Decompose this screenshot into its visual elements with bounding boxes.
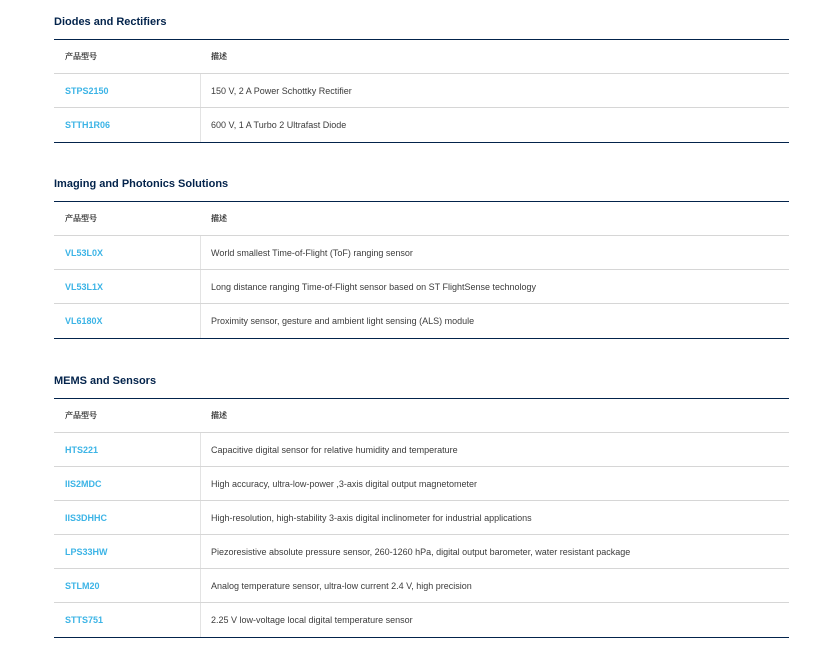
part-number-link[interactable]: LPS33HW [65, 546, 108, 557]
product-table [54, 398, 789, 638]
part-number-link[interactable]: STTS751 [65, 615, 104, 625]
column-header-description: 描述 [211, 52, 227, 61]
part-description: World smallest Time-of-Flight (ToF) ranging sensor [211, 247, 413, 258]
part-description: Proximity sensor, gesture and ambient light sensing (ALS) module [211, 316, 475, 326]
part-description: 600 V, 1 A Turbo 2 Ultrafast Diode [211, 120, 347, 130]
table-header-row [54, 399, 789, 433]
part-number-link[interactable]: STTH1R06 [65, 120, 111, 130]
part-description: High-resolution, high-stability 3-axis digital inclinometer for industrial applications [211, 512, 532, 523]
section-title: Imaging and Photonics Solutions [54, 178, 229, 190]
table-row [54, 108, 789, 142]
product-table [54, 201, 789, 339]
table-row [54, 236, 789, 270]
part-description: 150 V, 2 A Power Schottky Rectifier [211, 85, 352, 96]
column-header-part: 产品型号 [65, 411, 97, 420]
part-number-link[interactable]: VL53L1X [65, 281, 104, 292]
table-header-row [54, 202, 789, 236]
table-row [54, 535, 789, 569]
product-table [54, 39, 789, 143]
part-description: High accuracy, ultra-low-power ,3-axis digital output magnetometer [211, 478, 477, 489]
section-title: MEMS and Sensors [54, 375, 157, 387]
part-number-link[interactable]: STPS2150 [65, 85, 109, 96]
table-row [54, 501, 789, 535]
part-description: Capacitive digital sensor for relative humidity and temperature [211, 444, 458, 455]
part-number-link[interactable]: VL53L0X [65, 247, 104, 258]
table-row [54, 270, 789, 304]
column-header-part: 产品型号 [65, 52, 97, 61]
section-title: Diodes and Rectifiers [54, 16, 167, 28]
table-row [54, 467, 789, 501]
table-row [54, 304, 789, 338]
column-header-description: 描述 [211, 411, 227, 420]
part-number-link[interactable]: VL6180X [65, 316, 103, 326]
table-row [54, 569, 789, 603]
table-row [54, 603, 789, 637]
part-number-link[interactable]: STLM20 [65, 580, 100, 591]
column-header-description: 描述 [211, 214, 227, 223]
table-row [54, 74, 789, 108]
column-header-part: 产品型号 [65, 214, 97, 223]
part-number-link[interactable]: IIS3DHHC [65, 512, 108, 523]
part-description: 2.25 V low-voltage local digital temperature sensor [211, 615, 413, 625]
part-number-link[interactable]: HTS221 [65, 444, 99, 455]
table-row [54, 433, 789, 467]
part-description: Analog temperature sensor, ultra-low current 2.4 V, high precision [211, 580, 472, 591]
part-description: Piezoresistive absolute pressure sensor, 260-1260 hPa, digital output barometer, water resistant package [211, 546, 631, 557]
table-header-row [54, 40, 789, 74]
part-description: Long distance ranging Time-of-Flight sensor based on ST FlightSense technology [211, 281, 537, 292]
part-number-link[interactable]: IIS2MDC [65, 478, 102, 489]
